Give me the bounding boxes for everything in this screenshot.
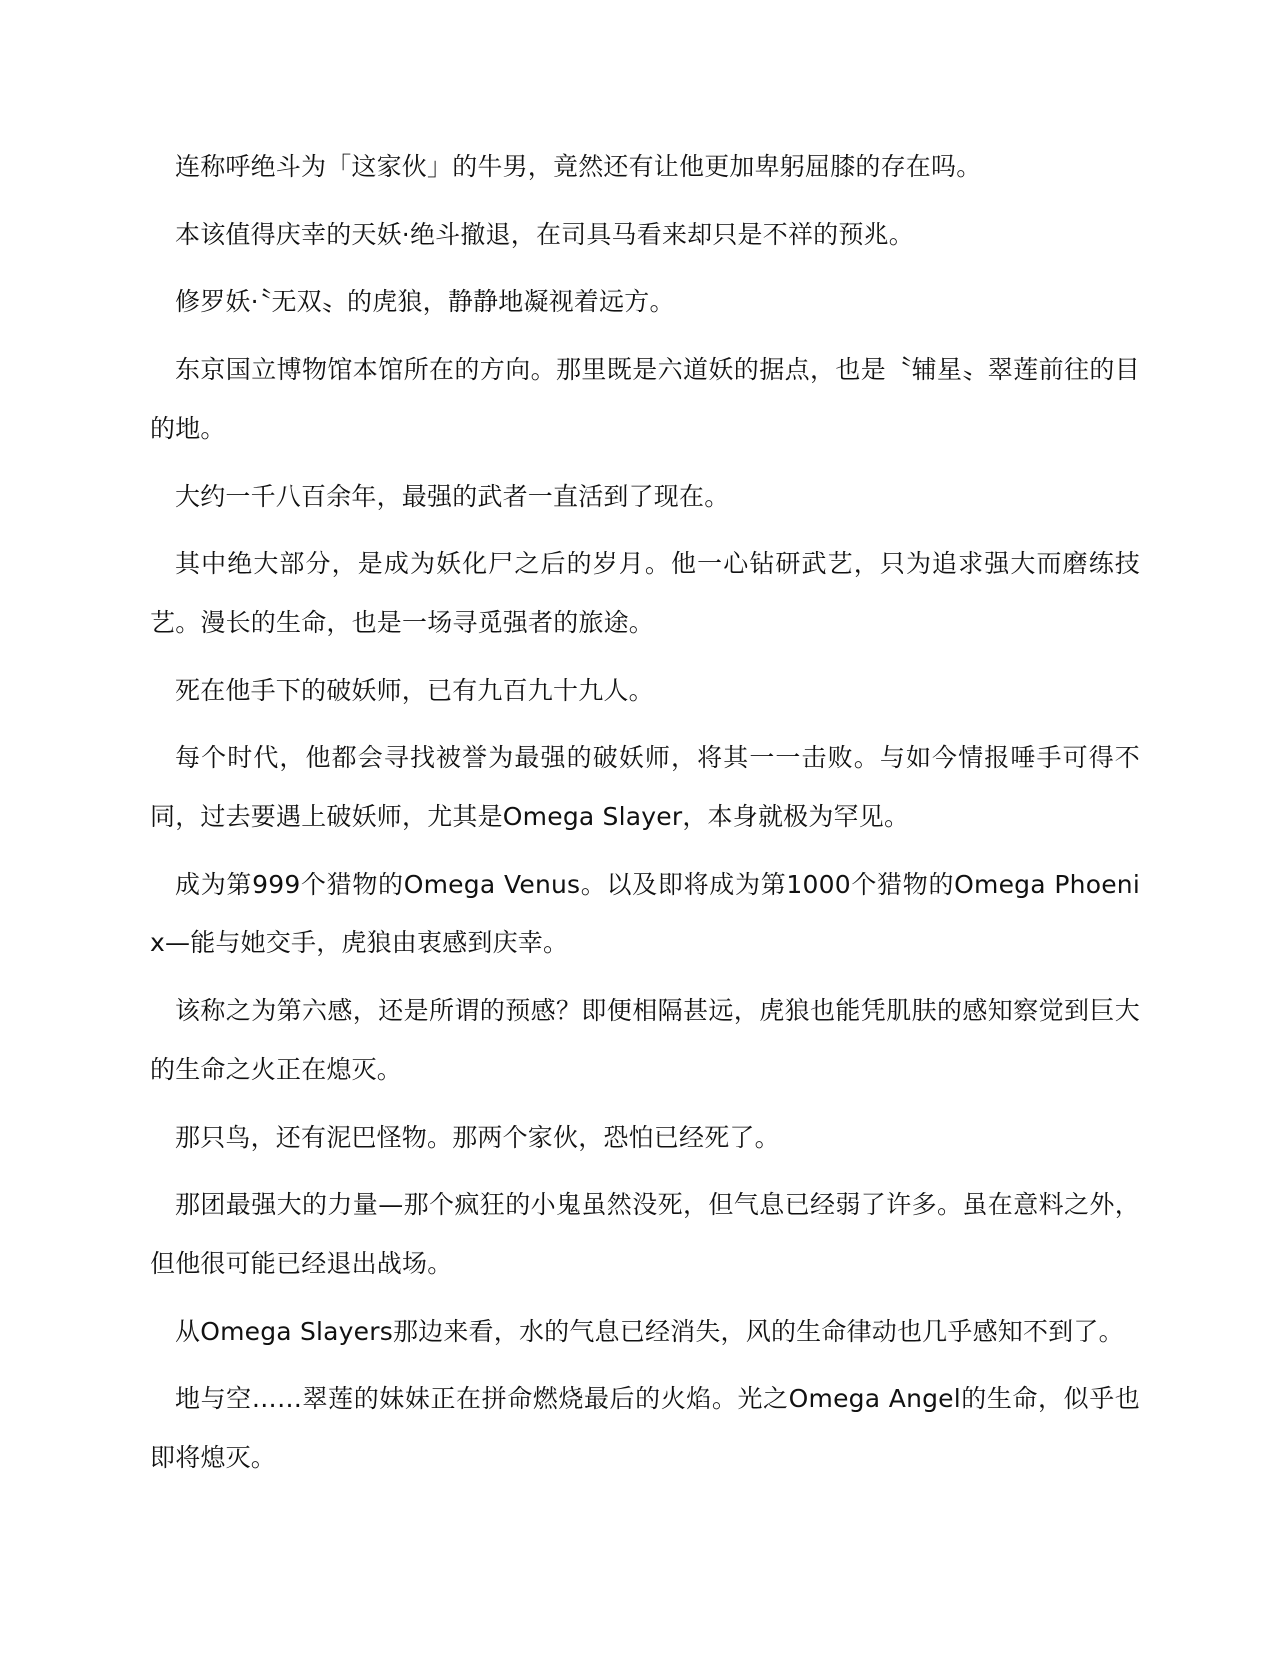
paragraph: 那只鸟，还有泥巴怪物。那两个家伙，恐怕已经死了。 — [175, 1122, 780, 1152]
paragraph: 该称之为第六感，还是所谓的预感？即便相隔甚远，虎狼也能凭肌肤的感知察觉到巨大的生命之火正在熄灭。 — [150, 996, 1140, 1084]
paragraph: 每个时代，他都会寻找被誉为最强的破妖师，将其一一击败。与如今情报唾手可得不同，过去要遇上破妖师，尤其是Omega Slayer，本身就极为罕见。 — [150, 743, 1140, 832]
paragraph: 大约一千八百余年，最强的武者一直活到了现在。 — [175, 481, 730, 511]
paragraph: 其中绝大部分，是成为妖化尸之后的岁月。他一心钻研武艺，只为追求强大而磨练技艺。漫长的生命，也是一场寻觅强者的旅途。 — [150, 549, 1140, 637]
body-text — [150, 138, 1140, 1497]
paragraph: 成为第999个猎物的Omega Venus。以及即将成为第1000个猎物的Omega Phoenix—能与她交手，虎狼由衷感到庆幸。 — [150, 869, 1140, 958]
paragraph: 地与空……翠莲的妹妹正在拼命燃烧最后的火焰。光之Omega Angel的生命，似乎也即将熄灭。 — [150, 1384, 1140, 1473]
paragraph: 死在他手下的破妖师，已有九百九十九人。 — [175, 675, 654, 705]
paragraph: 那团最强大的力量—那个疯狂的小鬼虽然没死，但气息已经弱了许多。虽在意料之外，但他很可能已经退出战场。 — [150, 1190, 1140, 1278]
paragraph: 修罗妖·〝无双〟的虎狼，静静地凝视着远方。 — [175, 287, 675, 317]
paragraph: 本该值得庆幸的天妖·绝斗撤退，在司具马看来却只是不祥的预兆。 — [175, 219, 914, 249]
paragraph: 连称呼绝斗为「这家伙」的牛男，竟然还有让他更加卑躬屈膝的存在吗。 — [175, 152, 982, 181]
paragraph: 东京国立博物馆本馆所在的方向。那里既是六道妖的据点，也是〝辅星〟翠莲前往的目的地。 — [150, 355, 1140, 443]
paragraph: 从Omega Slayers那边来看，水的气息已经消失，风的生命律动也几乎感知不到了。 — [175, 1316, 1124, 1346]
